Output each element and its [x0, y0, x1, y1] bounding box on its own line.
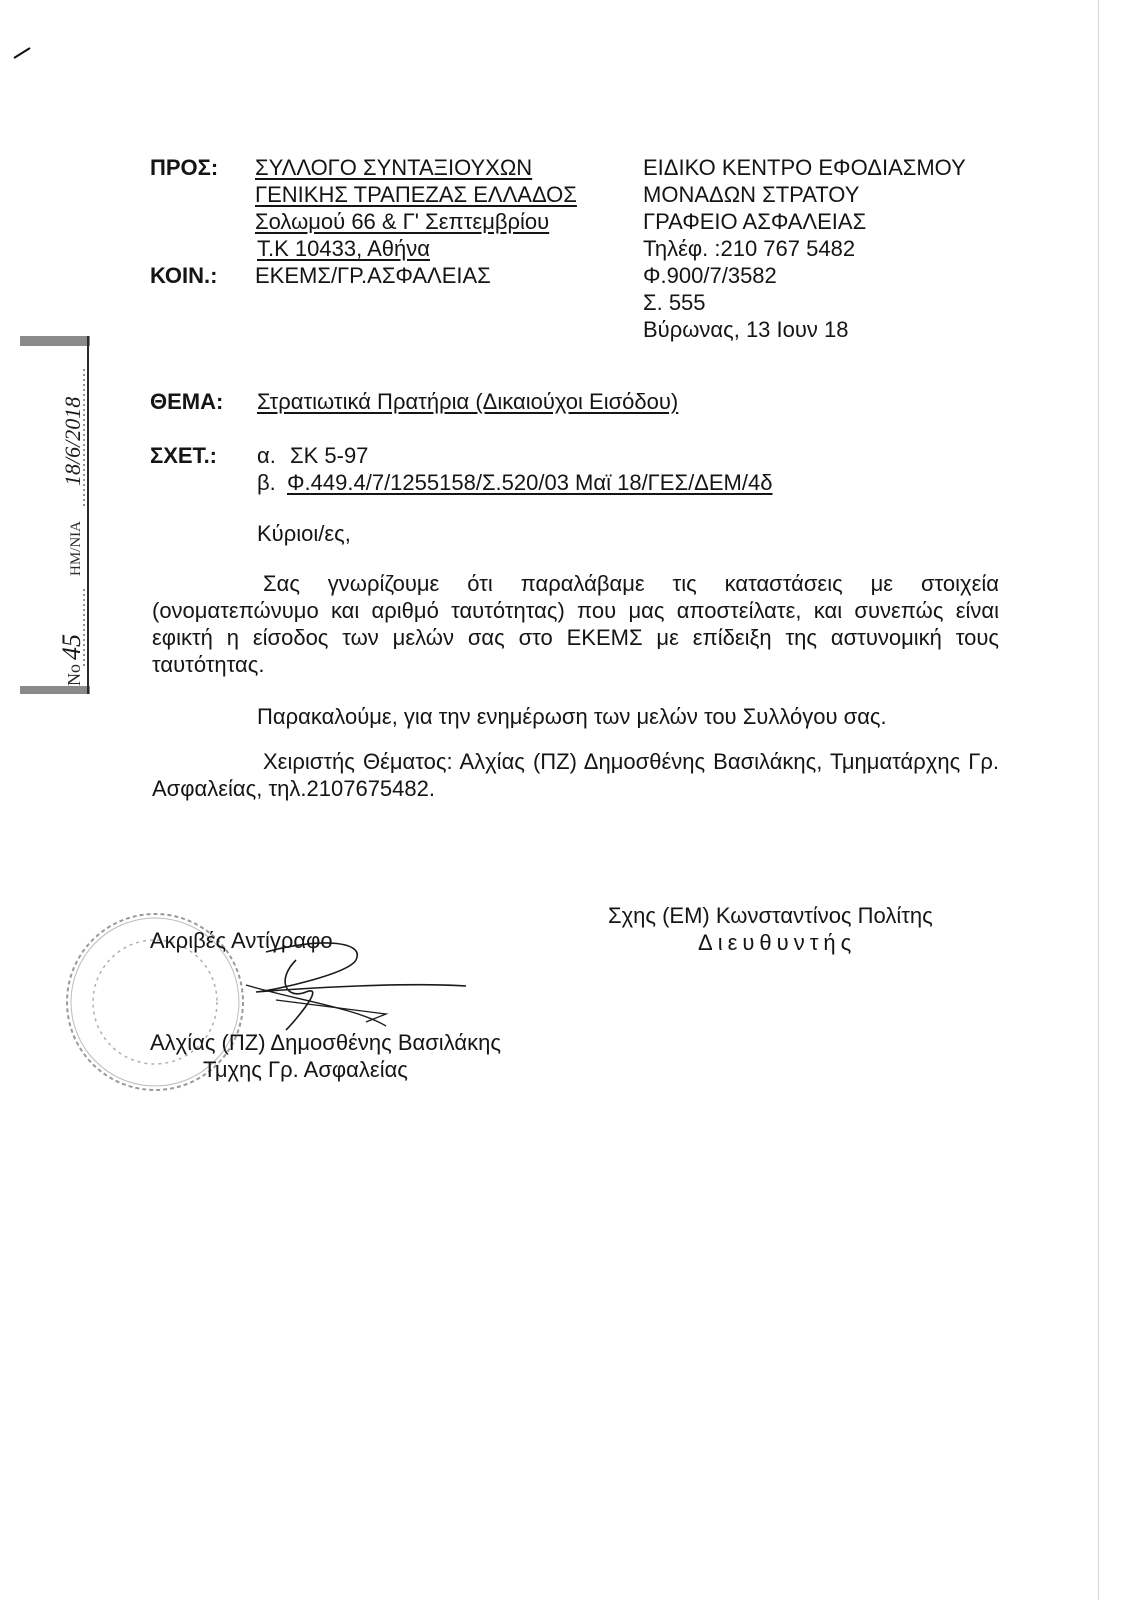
body-paragraph-1 — [152, 570, 999, 678]
reference-a: ΣΚ 5-97 — [290, 443, 369, 468]
stray-mark — [10, 40, 40, 70]
reference-b-prefix: β. — [257, 470, 276, 495]
to-label: ΠΡΟΣ: — [150, 155, 219, 180]
recipient-block — [255, 154, 577, 289]
stamp-number-label: No — [64, 664, 84, 686]
page-edge — [1098, 0, 1099, 1600]
sender-date: Βύρωνας, 13 Ιουν 18 — [643, 317, 849, 342]
signatory-name: Σχης (ΕΜ) Κωνσταντίνος Πολίτης — [608, 903, 933, 928]
reference-label: ΣΧΕΤ.: — [150, 443, 218, 468]
salutation: Κύριοι/ες, — [257, 521, 351, 546]
subject-value: Στρατιωτικά Πρατήρια (Δικαιούχοι Εισόδου) — [257, 389, 679, 414]
recipient-line: Τ.Κ 10433, Αθήνα — [257, 236, 430, 261]
stamp-org: ΗΜ/ΝΙΑ — [68, 521, 84, 576]
body-paragraph-3-text: Χειριστής Θέματος: Αλχίας (ΠΖ) Δημοσθένης Βασιλάκης, Τμηματάρχης Γρ. Ασφαλείας, τηλ.2107675482. — [152, 749, 999, 801]
subject-label: ΘΕΜΑ: — [150, 389, 224, 414]
reference-b: Φ.449.4/7/1255158/Σ.520/03 Μαϊ 18/ΓΕΣ/ΔΕΜ/4δ — [287, 470, 773, 495]
body-paragraph-2: Παρακαλούμε, για την ενημέρωση των μελών του Συλλόγου σας. — [257, 704, 887, 729]
reference-a-prefix: α. — [257, 443, 276, 468]
sender-line: Φ.900/7/3582 — [643, 263, 777, 288]
stamp-date: 18/6/2018 — [60, 396, 85, 486]
sender-line: ΓΡΑΦΕΙΟ ΑΣΦΑΛΕΙΑΣ — [643, 209, 867, 234]
recipient-line: Σολωμού 66 & Γ' Σεπτεμβρίου — [255, 209, 550, 234]
sender-line: ΜΟΝΑΔΩΝ ΣΤΡΑΤΟΥ — [643, 182, 860, 207]
cc-label: ΚΟΙΝ.: — [150, 263, 218, 288]
true-copy-title: Τμχης Γρ. Ασφαλείας — [203, 1057, 408, 1082]
cc-value: ΕΚΕΜΣ/ΓΡ.ΑΣΦΑΛΕΙΑΣ — [255, 263, 491, 288]
true-copy-label: Ακριβές Αντίγραφο — [150, 928, 333, 953]
stamp-number: 45 — [57, 634, 86, 660]
signatory-title: Διευθυντής — [698, 930, 857, 955]
sender-line: ΕΙΔΙΚΟ ΚΕΝΤΡΟ ΕΦΟΔΙΑΣΜΟΥ — [643, 155, 966, 180]
true-copy-name: Αλχίας (ΠΖ) Δημοσθένης Βασιλάκης — [150, 1030, 501, 1055]
body-paragraph-1-text: Σας γνωρίζουμε ότι παραλάβαμε τις καταστάσεις με στοιχεία (ονοματεπώνυμο και αριθμό ταυτότητας) που μας αποστείλατε, και συνεπώς είναι εφικτή η είσοδος των μελών σας στο ΕΚΕΜΣ με επίδειξη της αστυνομική τους ταυτότητας. — [152, 571, 999, 677]
received-stamp — [18, 330, 96, 702]
body-paragraph-3 — [152, 748, 999, 802]
sender-line: Τηλέφ. :210 767 5482 — [643, 236, 856, 261]
recipient-line: ΓΕΝΙΚΗΣ ΤΡΑΠΕΖΑΣ ΕΛΛΑΔΟΣ — [255, 182, 577, 207]
recipient-line: ΣΥΛΛΟΓΟ ΣΥΝΤΑΞΙΟΥΧΩΝ — [255, 155, 533, 180]
sender-block — [643, 154, 966, 343]
sender-line: Σ. 555 — [643, 290, 706, 315]
